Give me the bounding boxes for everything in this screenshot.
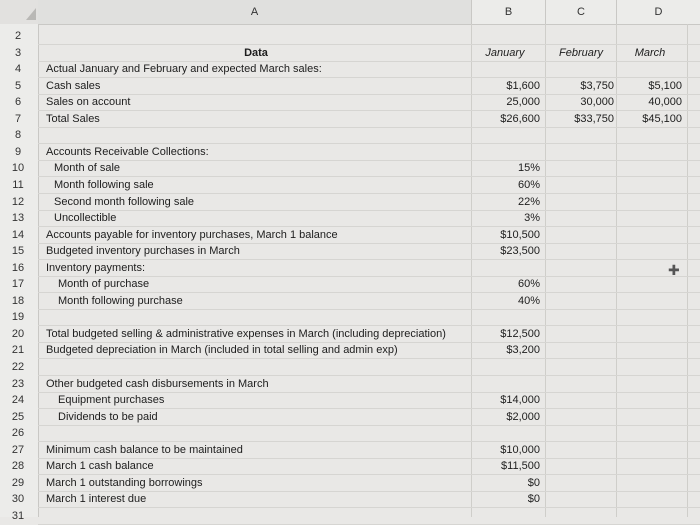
table-row: [0, 409, 700, 426]
table-row: [0, 475, 700, 492]
row-number[interactable]: 22: [11, 361, 25, 373]
cell-a[interactable]: March 1 cash balance: [46, 460, 154, 472]
table-row: [0, 111, 700, 128]
column-header-c[interactable]: C: [546, 0, 617, 24]
cell-a[interactable]: Actual January and February and expected March sales:: [46, 63, 322, 75]
row-number[interactable]: 27: [11, 444, 25, 456]
table-row: [0, 45, 700, 62]
cell-a[interactable]: Cash sales: [46, 80, 101, 92]
table-row: [0, 458, 700, 475]
cell-b[interactable]: $10,500: [500, 229, 540, 241]
cell-a[interactable]: Month of purchase: [58, 278, 150, 290]
table-row: [0, 293, 700, 310]
row-number[interactable]: 31: [11, 510, 25, 522]
row-number[interactable]: 5: [14, 80, 22, 92]
row-number[interactable]: 17: [11, 278, 25, 290]
row-number[interactable]: 3: [14, 47, 22, 59]
select-all-triangle-icon: [26, 8, 36, 20]
cell-b[interactable]: January: [485, 47, 525, 59]
cell-a[interactable]: Uncollectible: [54, 212, 117, 224]
cell-a[interactable]: Accounts payable for inventory purchases, March 1 balance: [46, 229, 338, 241]
cell-b[interactable]: 25,000: [506, 96, 540, 108]
cell-b[interactable]: $12,500: [500, 328, 540, 340]
cell-a[interactable]: Month of sale: [54, 162, 121, 174]
cell-b[interactable]: $26,600: [500, 113, 540, 125]
row-number[interactable]: 18: [11, 295, 25, 307]
cell-d[interactable]: $5,100: [648, 80, 682, 92]
row-number[interactable]: 19: [11, 311, 25, 323]
table-row: [0, 260, 700, 277]
cell-b[interactable]: $10,000: [500, 444, 540, 456]
table-row: [0, 210, 700, 227]
table-row: [0, 326, 700, 343]
table-row: [0, 78, 700, 95]
row-number[interactable]: 29: [11, 477, 25, 489]
cell-a[interactable]: Budgeted depreciation in March (included in total selling and admin exp): [46, 344, 398, 356]
row-number[interactable]: 21: [11, 344, 25, 356]
row-number[interactable]: 16: [11, 262, 25, 274]
cell-b[interactable]: $0: [527, 477, 540, 489]
table-row: [0, 425, 700, 442]
table-row: [0, 243, 700, 260]
row-number[interactable]: 26: [11, 427, 25, 439]
column-header-bar: [0, 0, 700, 25]
cell-a[interactable]: Sales on account: [46, 96, 131, 108]
row-number[interactable]: 20: [11, 328, 25, 340]
table-row: [0, 276, 700, 293]
table-row: [0, 342, 700, 359]
cell-b[interactable]: $11,500: [501, 460, 540, 472]
cell-a[interactable]: Equipment purchases: [58, 394, 165, 406]
table-row: [0, 376, 700, 393]
select-all-corner[interactable]: [0, 0, 39, 24]
cell-a[interactable]: Budgeted inventory purchases in March: [46, 245, 240, 257]
column-header-d[interactable]: D: [654, 6, 663, 18]
cell-a[interactable]: Minimum cash balance to be maintained: [46, 444, 243, 456]
row-number[interactable]: 25: [11, 411, 25, 423]
table-row: [0, 61, 700, 78]
row-number[interactable]: 15: [11, 245, 25, 257]
cell-b[interactable]: $3,200: [506, 344, 540, 356]
cell-d[interactable]: 40,000: [648, 96, 682, 108]
row-number[interactable]: 24: [11, 394, 25, 406]
row-number[interactable]: 12: [11, 196, 25, 208]
column-header-a[interactable]: A: [38, 0, 472, 24]
table-row: [0, 309, 700, 326]
cell-a[interactable]: Month following sale: [54, 179, 154, 191]
row-number[interactable]: 13: [11, 212, 25, 224]
row-number[interactable]: 8: [14, 129, 22, 141]
row-number[interactable]: 4: [14, 63, 22, 75]
row-number[interactable]: 23: [11, 378, 25, 390]
cell-a[interactable]: Month following purchase: [58, 295, 183, 307]
cell-c[interactable]: $3,750: [580, 80, 614, 92]
cell-b[interactable]: 3%: [524, 212, 540, 224]
cell-b[interactable]: 60%: [517, 278, 540, 290]
cell-a[interactable]: Total Sales: [46, 113, 100, 125]
cell-b[interactable]: 15%: [517, 162, 540, 174]
row-number[interactable]: 30: [11, 493, 25, 505]
cell-b[interactable]: 60%: [517, 179, 540, 191]
cell-c[interactable]: 30,000: [580, 96, 614, 108]
cell-a[interactable]: March 1 outstanding borrowings: [46, 477, 203, 489]
table-row: [0, 94, 700, 111]
row-number[interactable]: 9: [14, 146, 22, 158]
cell-b[interactable]: $23,500: [500, 245, 540, 257]
cell-d[interactable]: $45,100: [642, 113, 682, 125]
table-row: [0, 227, 700, 244]
cell-a[interactable]: Other budgeted cash disbursements in March: [46, 378, 269, 390]
table-row: [0, 442, 700, 459]
cell-b[interactable]: $0: [527, 493, 540, 505]
cell-a[interactable]: Second month following sale: [54, 196, 195, 208]
table-row: [0, 392, 700, 409]
table-row: [0, 144, 700, 161]
row-number[interactable]: 6: [14, 96, 22, 108]
row-number[interactable]: 10: [11, 162, 25, 174]
cell-b[interactable]: $2,000: [506, 411, 540, 423]
row-number[interactable]: 11: [12, 179, 24, 191]
cell-a[interactable]: Data: [244, 47, 268, 59]
row-number[interactable]: 14: [11, 229, 25, 241]
table-row: [0, 491, 700, 508]
cell-a[interactable]: Inventory payments:: [46, 262, 146, 274]
row-number[interactable]: 28: [11, 460, 25, 472]
cell-d[interactable]: March: [634, 47, 666, 59]
cell-c[interactable]: February: [558, 47, 604, 59]
table-row: [0, 177, 700, 194]
cell-a[interactable]: Dividends to be paid: [58, 411, 158, 423]
table-row: [0, 28, 700, 45]
column-header-b[interactable]: B: [472, 0, 546, 24]
table-row: [0, 160, 700, 177]
cell-c[interactable]: $33,750: [574, 113, 614, 125]
table-row: [0, 359, 700, 376]
cell-b[interactable]: 22%: [517, 196, 540, 208]
table-row: [0, 127, 700, 144]
cell-b[interactable]: $14,000: [500, 394, 540, 406]
cell-b[interactable]: $1,600: [506, 80, 540, 92]
cell-a[interactable]: March 1 interest due: [46, 493, 147, 505]
cell-b[interactable]: 40%: [517, 295, 540, 307]
table-row: [0, 194, 700, 211]
cell-a[interactable]: Total budgeted selling & administrative expenses in March (including depreciation): [46, 328, 446, 340]
row-number[interactable]: 2: [14, 30, 22, 42]
cell-cursor-icon: ✚: [668, 262, 680, 278]
cell-a[interactable]: Accounts Receivable Collections:: [46, 146, 209, 158]
row-number[interactable]: 7: [14, 113, 22, 125]
